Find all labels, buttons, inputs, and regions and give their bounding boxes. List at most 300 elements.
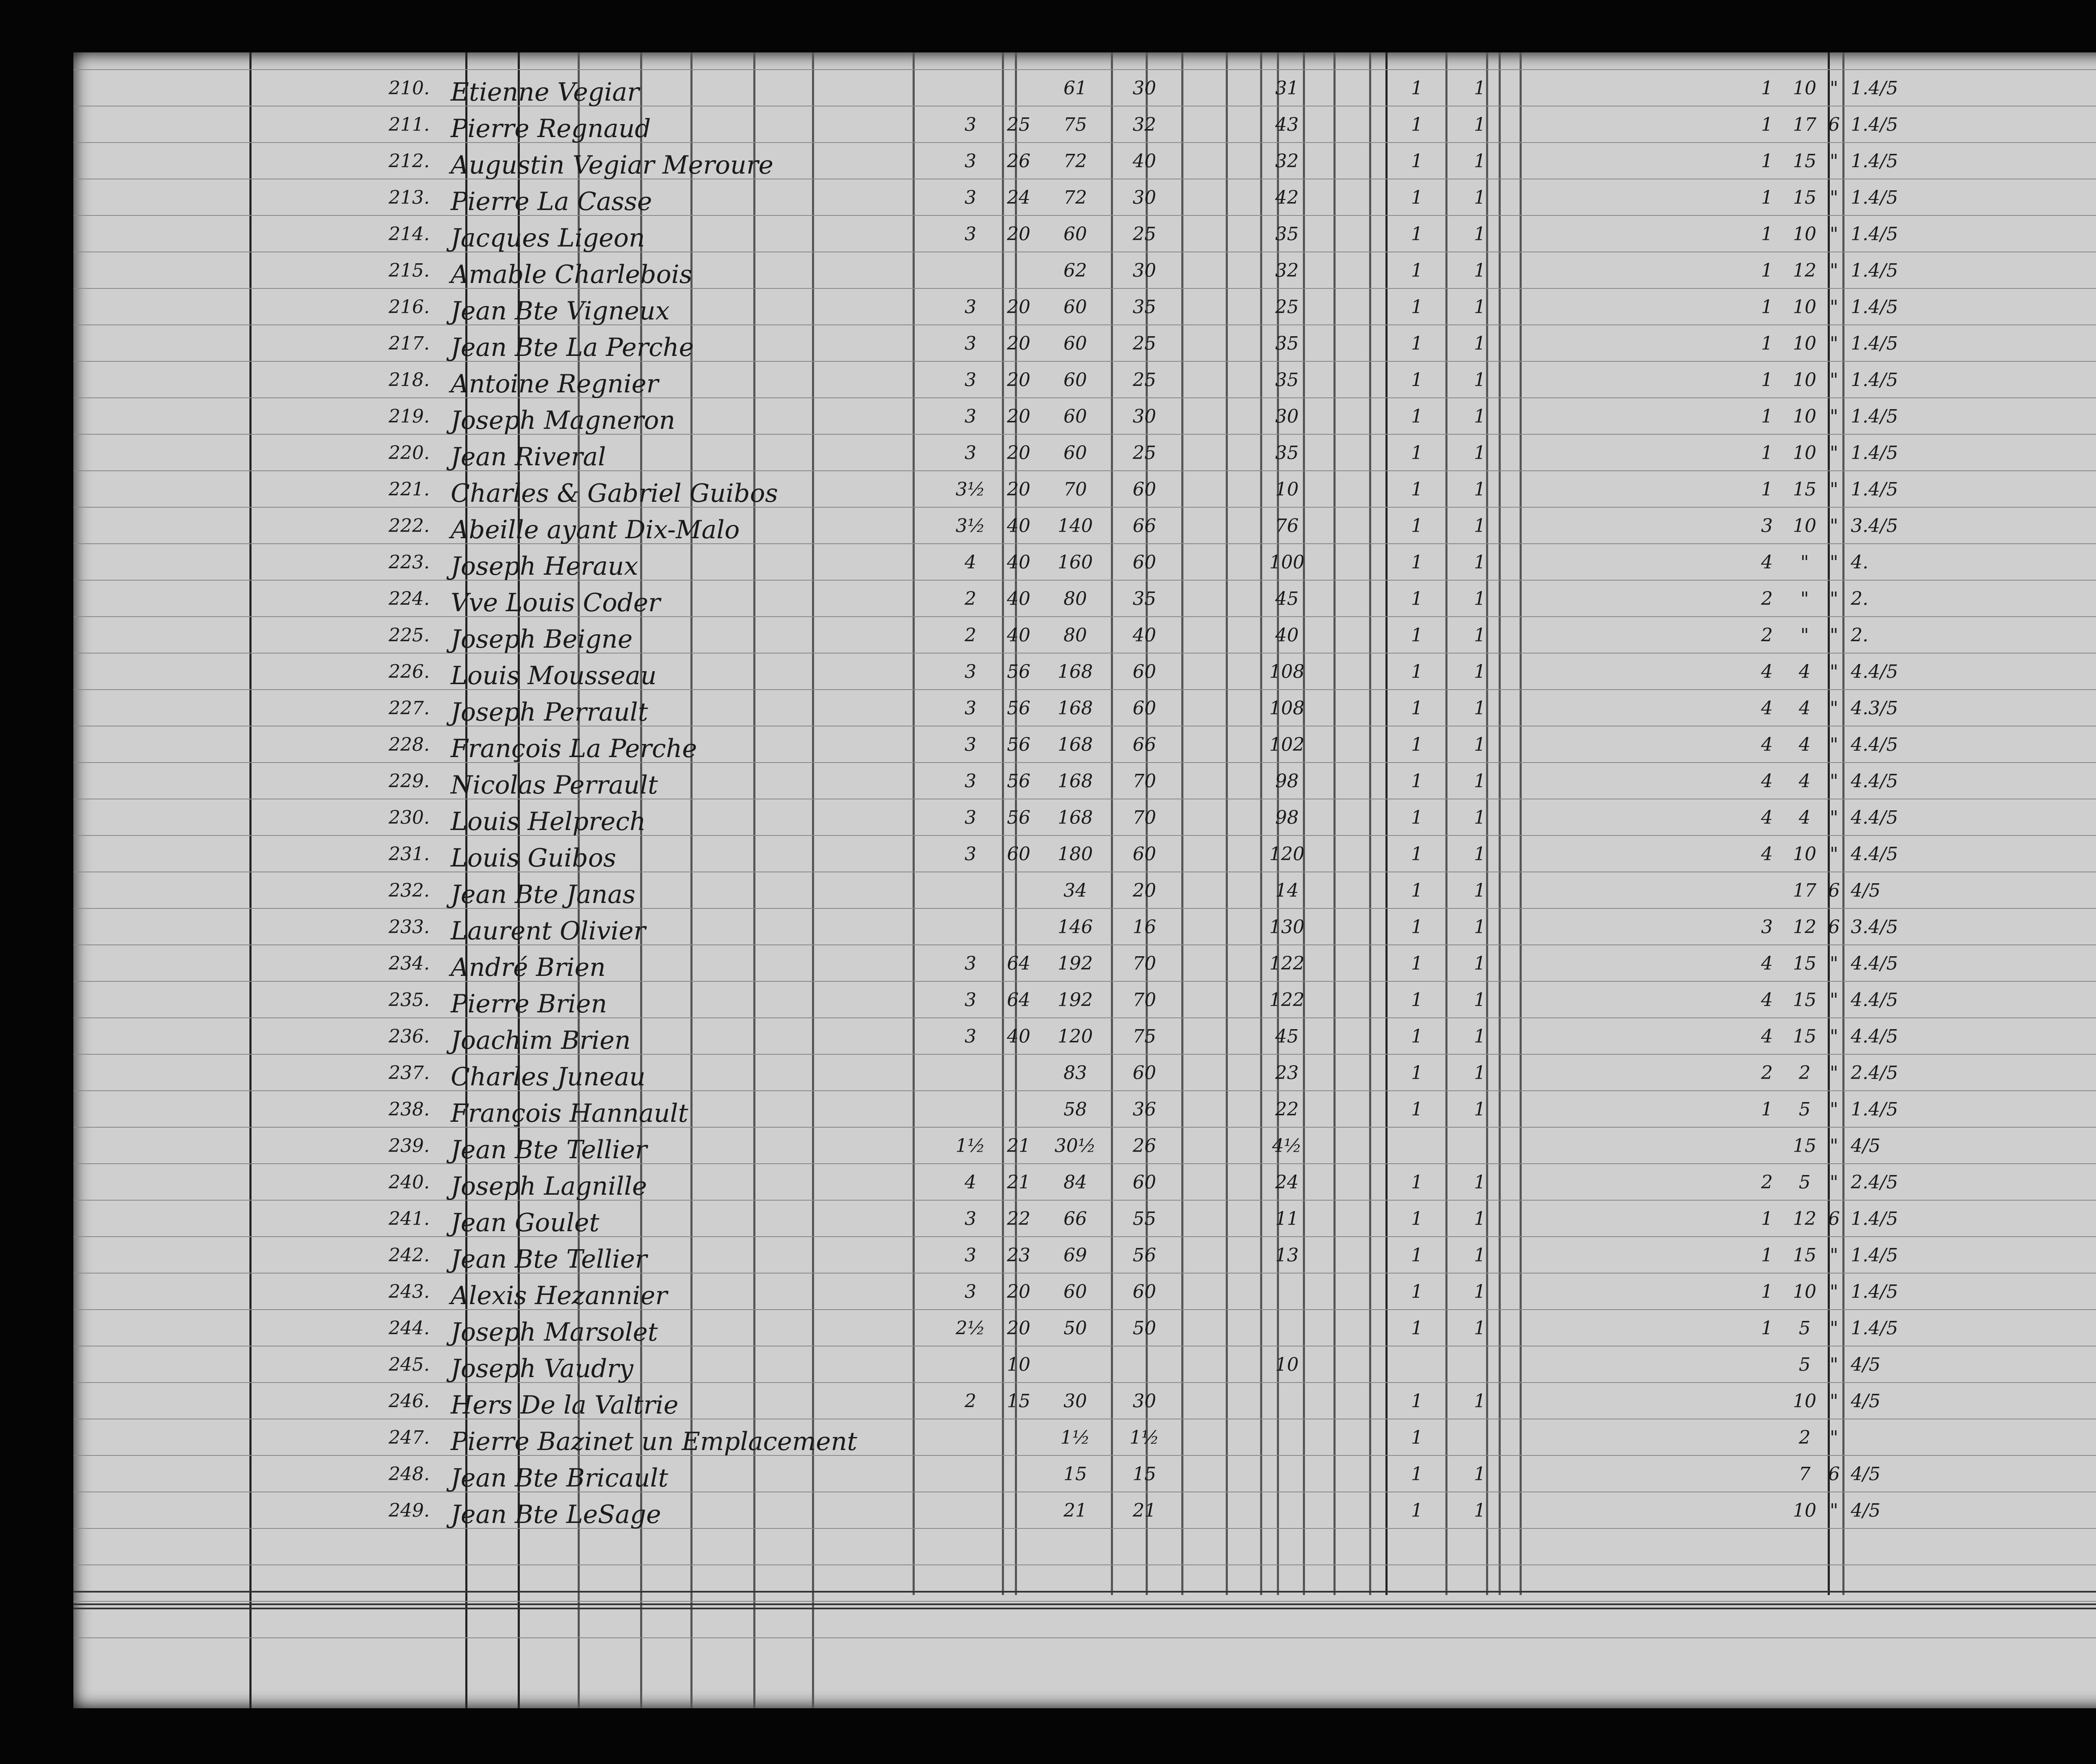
value-c4: 66 [1133,734,1156,755]
value-b: 12 [1793,1208,1816,1230]
value-a: 4 [1761,661,1773,682]
row-number: 246. [389,1390,430,1412]
row-rule [73,1601,2096,1602]
value-d: 2.4/5 [1851,1062,1898,1084]
value-c7: 1 [1474,1463,1486,1485]
value-c4: 35 [1133,296,1156,318]
value-c6: 1 [1411,479,1423,500]
person-name: Louis Guibos [451,843,616,873]
value-d: 4.4/5 [1851,734,1898,755]
value-d: 1.4/5 [1851,260,1898,281]
value-b: 15 [1793,150,1816,172]
value-c6: 1 [1411,1208,1423,1230]
row-number: 225. [389,625,430,646]
value-c1: 3 [965,1208,976,1230]
value-c2: 40 [1007,1026,1030,1047]
value-c5: 35 [1275,223,1299,245]
value-c6: 1 [1411,1062,1423,1084]
bottom-rule [73,1591,2096,1593]
value-c7: 1 [1474,989,1486,1011]
value-c1: 3 [965,661,976,682]
value-c3: 60 [1064,296,1087,318]
value-c7: 1 [1474,953,1486,974]
value-c4: 32 [1133,114,1156,135]
value-c4: 30 [1133,1390,1156,1412]
value-d: 1.4/5 [1851,150,1898,172]
row-number: 238. [389,1099,430,1120]
person-name: Joseph Beigne [451,625,633,654]
person-name: Jean Bte La Perche [451,333,694,362]
value-c3: 70 [1064,479,1087,500]
value-d: 4.4/5 [1851,1026,1898,1047]
value-c4: 60 [1133,1062,1156,1084]
value-c3: 61 [1064,78,1087,99]
row-number: 212. [389,150,430,172]
value-c4: 60 [1133,479,1156,500]
value-c3: 192 [1058,953,1093,974]
value-d: 1.4/5 [1851,1318,1898,1339]
value-b: 4 [1799,807,1811,828]
value-c2: 20 [1007,296,1030,318]
value-c5: 25 [1275,296,1299,318]
value-c4: 26 [1133,1135,1156,1157]
value-c6: 1 [1411,1318,1423,1339]
value-a: 2 [1761,588,1773,610]
value-b: 5 [1799,1354,1811,1375]
value-c: " [1829,1390,1839,1412]
value-c4: 30 [1133,406,1156,427]
table-row [73,146,2096,183]
person-name: Laurent Olivier [451,916,646,946]
value-c4: 30 [1133,187,1156,208]
value-c3: 140 [1058,515,1093,537]
value-c6: 1 [1411,588,1423,610]
row-number: 241. [389,1208,430,1230]
person-name: Joseph Lagnille [451,1172,647,1201]
value-c: " [1829,1281,1839,1302]
value-c6: 1 [1411,260,1423,281]
value-c2: 25 [1007,114,1030,135]
value-c6: 1 [1411,1026,1423,1047]
value-c3: 160 [1058,552,1093,573]
value-d: 2.4/5 [1851,1172,1898,1193]
value-c7: 1 [1474,1318,1486,1339]
value-c4: 75 [1133,1026,1156,1047]
value-c5: 35 [1275,333,1299,354]
value-c7: 1 [1474,552,1486,573]
value-c6: 1 [1411,552,1423,573]
table-row [73,183,2096,219]
value-c2: 56 [1007,734,1030,755]
value-c6: 1 [1411,296,1423,318]
value-c5: 10 [1275,479,1299,500]
row-number: 219. [389,406,430,427]
value-c2: 64 [1007,953,1030,974]
value-c1: 3 [965,114,976,135]
table-row [73,584,2096,620]
table-row [73,766,2096,803]
value-a: 1 [1761,114,1773,135]
value-b: 17 [1793,114,1816,135]
value-c7: 1 [1474,1026,1486,1047]
value-c3: 83 [1064,1062,1087,1084]
value-a: 1 [1761,406,1773,427]
table-row [73,876,2096,912]
value-c7: 1 [1474,1172,1486,1193]
value-c4: 16 [1133,916,1156,938]
table-row [73,1423,2096,1459]
value-a: 1 [1761,1208,1773,1230]
value-c7: 1 [1474,1390,1486,1412]
value-c7: 1 [1474,296,1486,318]
value-c7: 1 [1474,734,1486,755]
value-c6: 1 [1411,953,1423,974]
value-c5: 4½ [1272,1135,1302,1157]
value-c6: 1 [1411,114,1423,135]
value-b: 15 [1793,479,1816,500]
value-c3: 192 [1058,989,1093,1011]
value-c3: 60 [1064,333,1087,354]
value-c4: 15 [1133,1463,1156,1485]
value-c5: 45 [1275,588,1299,610]
value-d: 1.4/5 [1851,187,1898,208]
table-row [73,1022,2096,1058]
value-d: 1.4/5 [1851,479,1898,500]
person-name: Augustin Vegiar Meroure [451,150,773,180]
value-a: 4 [1761,734,1773,755]
value-c: " [1829,1318,1839,1339]
value-c3: 168 [1058,661,1093,682]
row-rule [73,1564,2096,1565]
table-row [73,803,2096,839]
value-c2: 40 [1007,588,1030,610]
value-c7: 1 [1474,661,1486,682]
value-c7: 1 [1474,770,1486,792]
value-c3: 60 [1064,223,1087,245]
value-c2: 20 [1007,1318,1030,1339]
value-c7: 1 [1474,807,1486,828]
value-c5: 31 [1275,78,1299,99]
value-b: 12 [1793,260,1816,281]
value-b: 4 [1799,661,1811,682]
value-c2: 56 [1007,770,1030,792]
value-d: 4.4/5 [1851,953,1898,974]
table-row [73,1459,2096,1496]
value-c: " [1829,223,1839,245]
value-c3: 62 [1064,260,1087,281]
person-name: Abeille ayant Dix-Malo [451,515,740,545]
value-c7: 1 [1474,260,1486,281]
row-number: 223. [389,552,430,573]
value-c1: 3 [965,989,976,1011]
value-c2: 56 [1007,807,1030,828]
value-c3: 168 [1058,734,1093,755]
person-name: Pierre Brien [451,989,607,1019]
value-c7: 1 [1474,1062,1486,1084]
value-d: 2. [1851,625,1868,646]
value-c2: 20 [1007,1281,1030,1302]
value-c6: 1 [1411,1463,1423,1485]
value-c3: 60 [1064,369,1087,391]
person-name: Jacques Ligeon [451,223,645,253]
value-c5: 76 [1275,515,1299,537]
value-c: " [1829,1026,1839,1047]
value-a: 2 [1761,625,1773,646]
value-c3: 69 [1064,1245,1087,1266]
row-number: 243. [389,1281,430,1302]
value-d: 4/5 [1851,1354,1881,1375]
value-c3: 60 [1064,406,1087,427]
value-c2: 10 [1007,1354,1030,1375]
row-number: 227. [389,698,430,719]
value-a: 1 [1761,187,1773,208]
row-number: 226. [389,661,430,682]
value-c2: 20 [1007,479,1030,500]
value-c2: 40 [1007,625,1030,646]
table-row [73,511,2096,547]
value-c5: 23 [1275,1062,1299,1084]
value-d: 4.4/5 [1851,843,1898,865]
value-c: 6 [1828,1463,1840,1485]
value-c4: 25 [1133,333,1156,354]
person-name: Pierre Regnaud [451,114,651,143]
value-c: " [1829,515,1839,537]
value-b: 10 [1793,369,1816,391]
value-a: 1 [1761,333,1773,354]
value-c4: 40 [1133,150,1156,172]
value-c4: 25 [1133,223,1156,245]
value-c: " [1829,807,1839,828]
row-number: 232. [389,880,430,901]
value-c3: 168 [1058,770,1093,792]
value-a: 4 [1761,989,1773,1011]
value-a: 4 [1761,807,1773,828]
value-c2: 20 [1007,369,1030,391]
person-name: Pierre La Casse [451,187,652,216]
row-number: 231. [389,843,430,865]
value-c7: 1 [1474,588,1486,610]
value-b: 4 [1799,698,1811,719]
table-row [73,1167,2096,1204]
value-c1: 3 [965,734,976,755]
value-c5: 13 [1275,1245,1299,1266]
value-c: " [1829,406,1839,427]
value-b: 10 [1793,515,1816,537]
value-c7: 1 [1474,333,1486,354]
value-c: " [1829,442,1839,464]
value-c: " [1829,625,1839,646]
value-c: " [1829,1354,1839,1375]
row-number: 249. [389,1500,430,1521]
value-b: 10 [1793,1281,1816,1302]
table-row [73,1386,2096,1423]
value-c: " [1829,260,1839,281]
value-c6: 1 [1411,989,1423,1011]
person-name: Joseph Heraux [451,552,638,581]
person-name: Jean Bte Tellier [451,1135,647,1165]
value-c4: 70 [1133,953,1156,974]
value-c: " [1829,552,1839,573]
value-c: " [1829,588,1839,610]
value-b: 15 [1793,953,1816,974]
value-c5: 43 [1275,114,1299,135]
value-c: " [1829,698,1839,719]
value-c3: 60 [1064,1281,1087,1302]
value-c: " [1829,661,1839,682]
row-number: 240. [389,1172,430,1193]
value-c1: 4 [965,1172,976,1193]
row-number: 235. [389,989,430,1011]
row-number: 228. [389,734,430,755]
value-c5: 45 [1275,1026,1299,1047]
value-c: " [1829,1427,1839,1448]
value-c5: 42 [1275,187,1299,208]
value-c: " [1829,1099,1839,1120]
value-d: 1.4/5 [1851,442,1898,464]
value-a: 4 [1761,552,1773,573]
row-number: 247. [389,1427,430,1448]
value-c2: 21 [1007,1172,1030,1193]
value-a: 1 [1761,479,1773,500]
value-c1: 3½ [955,515,986,537]
value-c3: 168 [1058,807,1093,828]
row-number: 221. [389,479,430,500]
row-number: 234. [389,953,430,974]
value-c4: 60 [1133,1281,1156,1302]
person-name: Joseph Marsolet [451,1318,658,1347]
value-c7: 1 [1474,1500,1486,1521]
value-d: 1.4/5 [1851,114,1898,135]
value-c: " [1829,734,1839,755]
value-c: " [1829,843,1839,865]
value-c7: 1 [1474,1208,1486,1230]
person-name: Jean Riveral [451,442,606,472]
value-c2: 20 [1007,333,1030,354]
value-a: 1 [1761,260,1773,281]
value-c: " [1829,369,1839,391]
value-c3: 146 [1058,916,1093,938]
value-c7: 1 [1474,114,1486,135]
value-c1: 3 [965,333,976,354]
value-c3: 80 [1064,588,1087,610]
value-c1: 3½ [955,479,986,500]
value-c: " [1829,953,1839,974]
value-d: 4.4/5 [1851,807,1898,828]
value-b: 10 [1793,1390,1816,1412]
table-row [73,73,2096,110]
value-d: 4/5 [1851,880,1881,901]
value-c1: 3 [965,843,976,865]
value-b: 15 [1793,989,1816,1011]
table-row [73,219,2096,256]
value-c6: 1 [1411,1245,1423,1266]
value-d: 1.4/5 [1851,1099,1898,1120]
value-c7: 1 [1474,369,1486,391]
bottom-rule [73,1608,2096,1609]
value-c: " [1829,1172,1839,1193]
person-name: Hers De la Valtrie [451,1390,679,1420]
value-c5: 98 [1275,770,1299,792]
table-row [73,365,2096,402]
person-name: Amable Charlebois [451,260,693,289]
value-d: 4.4/5 [1851,770,1898,792]
value-c2: 26 [1007,150,1030,172]
value-b: 4 [1799,770,1811,792]
value-c: 6 [1828,880,1840,901]
value-c5: 11 [1275,1208,1299,1230]
value-c6: 1 [1411,843,1423,865]
value-c3: 30½ [1054,1135,1096,1157]
value-b: " [1800,625,1809,646]
value-c4: 70 [1133,770,1156,792]
row-number: 216. [389,296,430,318]
value-c2: 20 [1007,442,1030,464]
value-a: 1 [1761,369,1773,391]
value-c5: 98 [1275,807,1299,828]
value-c7: 1 [1474,150,1486,172]
value-c7: 1 [1474,698,1486,719]
value-c: " [1829,1245,1839,1266]
value-c2: 60 [1007,843,1030,865]
person-name: Charles & Gabriel Guibos [451,479,778,508]
person-name: André Brien [451,953,606,982]
value-c7: 1 [1474,1099,1486,1120]
value-c4: 70 [1133,989,1156,1011]
table-row [73,1095,2096,1131]
value-c1: 3 [965,1281,976,1302]
value-c: " [1829,296,1839,318]
value-a: 4 [1761,770,1773,792]
value-d: 1.4/5 [1851,406,1898,427]
value-c5: 14 [1275,880,1299,901]
value-c3: 120 [1058,1026,1093,1047]
value-c7: 1 [1474,880,1486,901]
value-d: 3.4/5 [1851,916,1898,938]
value-c2: 56 [1007,698,1030,719]
value-a: 3 [1761,515,1773,537]
value-c4: 40 [1133,625,1156,646]
value-c4: 50 [1133,1318,1156,1339]
row-number: 214. [389,223,430,245]
value-c6: 1 [1411,333,1423,354]
value-c1: 3 [965,223,976,245]
row-number: 220. [389,442,430,464]
row-number: 229. [389,770,430,792]
value-c: " [1829,1135,1839,1157]
person-name: Joseph Vaudry [451,1354,633,1383]
value-c6: 1 [1411,442,1423,464]
value-c1: 3 [965,296,976,318]
value-c6: 1 [1411,1172,1423,1193]
value-c2: 22 [1007,1208,1030,1230]
value-c5: 32 [1275,150,1299,172]
value-a: 1 [1761,296,1773,318]
value-b: 7 [1799,1463,1811,1485]
value-c7: 1 [1474,843,1486,865]
value-c4: 60 [1133,661,1156,682]
row-number: 237. [389,1062,430,1084]
value-b: 12 [1793,916,1816,938]
row-rule [73,69,2096,70]
row-number: 224. [389,588,430,610]
table-row [73,475,2096,511]
value-d: 4. [1851,552,1868,573]
value-b: 15 [1793,1245,1816,1266]
value-c1: 3 [965,953,976,974]
value-c3: 168 [1058,698,1093,719]
value-a: 1 [1761,223,1773,245]
table-row [73,985,2096,1022]
